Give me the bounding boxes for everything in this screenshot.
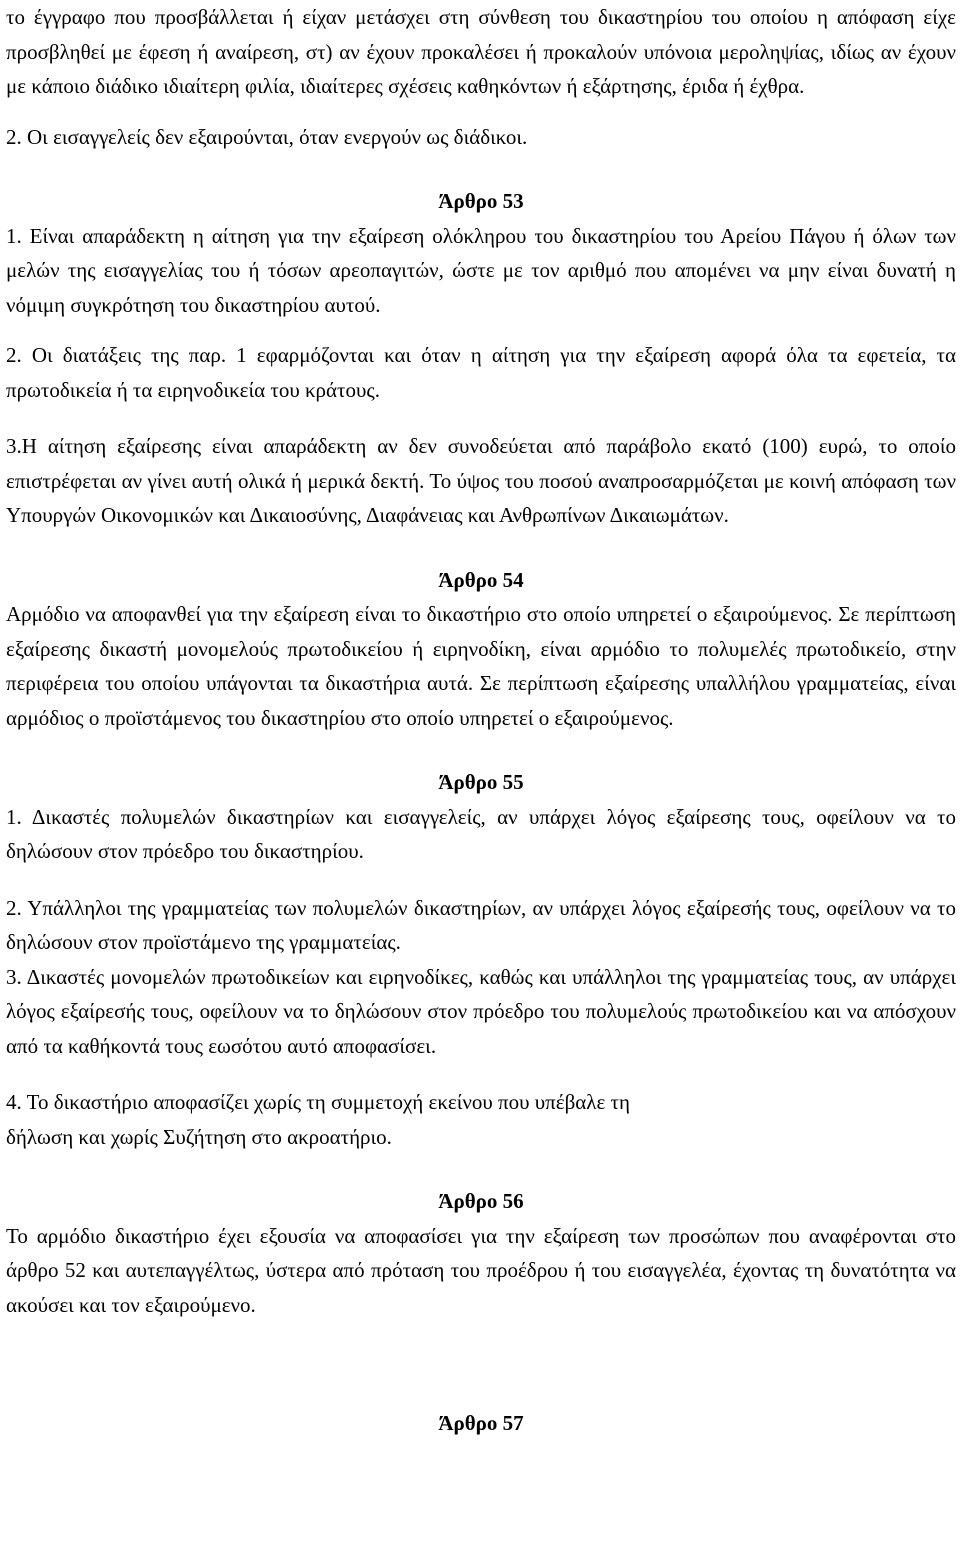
document-page xyxy=(6,0,956,1441)
paragraph-article-54: Αρμόδιο να αποφανθεί για την εξαίρεση είναι το δικαστήριο στο οποίο υπηρετεί ο εξαιρούμενος. Σε περίπτωση εξαίρεσης δικαστή μονομελούς πρωτοδικείου ή ειρηνοδίκη, είναι αρμόδιο το πολυμελές πρωτοδικείο, στην περιφέρεια του οποίου υπάγονται τα δικαστήρια αυτά. Σε περίπτωση εξαίρεσης υπαλλήλου γραμματείας, είναι αρμόδιος ο προϊστάμενος του δικαστηρίου στο οποίο υπηρετεί ο εξαιρούμενος. xyxy=(6,602,956,730)
paragraph-article-55-4-line-2: δήλωση και χωρίς Συζήτηση στο ακροατήριο. xyxy=(6,1124,392,1149)
paragraph-article-55-1: 1. Δικαστές πολυμελών δικαστηρίων και εισαγγελείς, αν υπάρχει λόγος εξαίρεσης τους, οφείλουν να το δηλώσουν στον πρόεδρο του δικαστηρίου. xyxy=(6,804,956,863)
paragraph-article-55-3: 3. Δικαστές μονομελών πρωτοδικείων και ειρηνοδίκες, καθώς και υπάλληλοι της γραμματείας τους, αν υπάρχει λόγος εξαίρεσής τους, οφείλουν να το δηλώσουν στον πρόεδρο του πολυμελούς πρωτοδικείου και να απόσχουν από τα καθήκοντά τους εωσότου αυτό αποφασίσει. xyxy=(6,964,956,1058)
paragraph-article-53-3: 3.Η αίτηση εξαίρεσης είναι απαράδεκτη αν δεν συνοδεύεται από παράβολο εκατό (100) ευρώ, το οποίο επιστρέφεται αν γίνει αυτή ολικά ή μερικά δεκτή. Το ύψος του ποσού αναπροσαρμόζεται με κοινή απόφαση των Υπουργών Οικονομικών και Δικαιοσύνης, Διαφάνειας και Ανθρωπίνων Δικαιωμάτων. xyxy=(6,434,956,527)
paragraph-article-53-1: 1. Είναι απαράδεκτη η αίτηση για την εξαίρεση ολόκληρου του δικαστηρίου του Αρείου Πάγου ή όλων των μελών της εισαγγελίας του ή τόσων αρεοπαγιτών, ώστε με τον αριθμό που απομένει να μην είναι δυνατή η νόμιμη συγκρότηση του δικαστηρίου αυτού. xyxy=(6,223,956,317)
paragraph-article-55-4-line-1: 4. Το δικαστήριο αποφασίζει χωρίς τη συμμετοχή εκείνου που υπέβαλε τη xyxy=(6,1090,630,1114)
heading-article-54: Άρθρο 54 xyxy=(438,567,524,592)
paragraph-article-52-continuation: το έγγραφο που προσβάλλεται ή είχαν μετάσχει στη σύνθεση του δικαστηρίου του οποίου η απόφαση είχε προσβληθεί με έφεση ή αναίρεση, στ) αν έχουν προκαλέσει ή προκαλούν υπόνοια μεροληψίας, ιδίως αν έχουν με κάποιο διάδικο ιδιαίτερη φιλία, ιδιαίτερες σχέσεις καθηκόντων ή εξάρτησης, έριδα ή έχθρα. xyxy=(6,5,956,98)
paragraph-article-56: Το αρμόδιο δικαστήριο έχει εξουσία να αποφασίσει για την εξαίρεση των προσώπων που αναφέρονται στο άρθρο 52 και αυτεπαγγέλτως, ύστερα από πρόταση του προέδρου ή του εισαγγελέα, έχοντας τη δυνατότητα να ακούσει και τον εξαιρούμενο. xyxy=(6,1223,956,1317)
paragraph-article-55-2: 2. Υπάλληλοι της γραμματείας των πολυμελών δικαστηρίων, αν υπάρχει λόγος εξαίρεσής τους, οφείλουν να το δηλώσουν στον προϊστάμενο της γραμματείας. xyxy=(6,895,956,954)
heading-article-57: Άρθρο 57 xyxy=(438,1411,524,1435)
heading-article-53: Άρθρο 53 xyxy=(438,189,524,213)
paragraph-article-52-2: 2. Οι εισαγγελείς δεν εξαιρούνται, όταν ενεργούν ως διάδικοι. xyxy=(6,124,528,149)
heading-article-56: Άρθρο 56 xyxy=(438,1189,524,1213)
paragraph-article-53-2: 2. Οι διατάξεις της παρ. 1 εφαρμόζονται και όταν η αίτηση για την εξαίρεση αφορά όλα τα εφετεία, τα πρωτοδικεία ή τα ειρηνοδικεία του κράτους. xyxy=(6,343,956,402)
heading-article-55: Άρθρο 55 xyxy=(438,770,524,794)
